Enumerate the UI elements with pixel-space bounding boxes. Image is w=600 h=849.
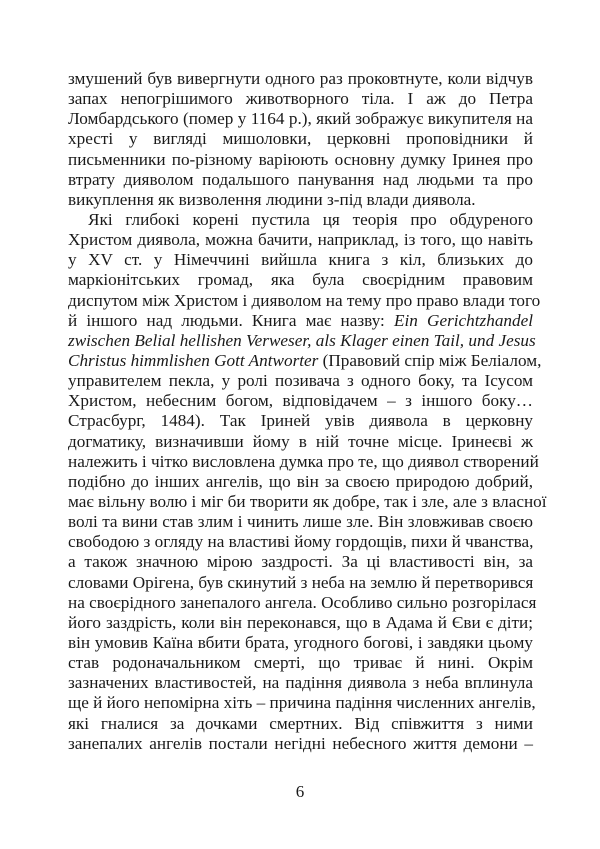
text-line [68, 532, 533, 552]
text-line [68, 512, 533, 532]
text-segment: словами Орігена, був скинутий з неба на землю й перетворився [68, 572, 534, 592]
text-segment: управителем пекла, у ролі позивача з одного боку, та Ісусом [68, 371, 533, 391]
text-segment: Які глибокі корені пустила ця теорія про обдуреного [88, 209, 533, 229]
text-line [68, 129, 533, 149]
text-line [68, 350, 542, 371]
text-segment: волі та вини став злим і чинить лише зле. Він зловживав своєю [68, 512, 533, 532]
text-segment: він умовив Каїна вбити брата, угодного богові, і завдяки цьому [68, 632, 533, 652]
text-segment: Страсбург, 1484). Так Іриней увів диявола в церковну [68, 411, 533, 431]
text-segment: (Правовий спір між Беліалом, [318, 350, 542, 370]
text-segment: диспутом між Христом і дияволом на тему про право влади того [68, 290, 541, 310]
text-segment: маркіонітських громад, яка була своєрідним правовим [68, 270, 533, 290]
text-segment: занепалих ангелів постали негідні небесного життя демони – [68, 733, 533, 753]
text-segment: свободою з огляду на властиві йому гордощів, пихи й чванства, [68, 532, 534, 552]
text-line [68, 432, 533, 452]
text-line [68, 311, 533, 331]
text-line [68, 673, 533, 693]
text-segment: належить і чітко висловлена думка про те, що диявол створений [68, 451, 539, 471]
text-segment: а також значною мірою заздрості. За ці властивості він, за [68, 552, 533, 572]
text-line [68, 573, 533, 593]
text-segment: хресті у вигляді мишоловки, церковні проповідники й [68, 129, 533, 149]
italic-title-text: Ein Gerichtzhandel [394, 310, 533, 330]
text-line [68, 69, 533, 89]
body-text [68, 69, 547, 754]
text-line [68, 613, 533, 633]
italic-title-text: zwischen Belial hellishen Verweser, als Klager einen Tail, und Jesus [68, 330, 536, 350]
text-line [68, 170, 533, 190]
text-line [68, 270, 533, 290]
text-line [68, 371, 533, 391]
text-line [68, 653, 533, 673]
text-line [68, 150, 533, 170]
text-segment: у XV ст. у Німеччині вийшла книга з кіл, близьких до [68, 250, 533, 270]
text-segment: ще й його непомірна хіть – причина падіння численних ангелів, [68, 693, 536, 713]
text-line [68, 89, 533, 109]
text-line [68, 210, 533, 230]
text-line [68, 734, 533, 754]
text-segment: викуплення як визволення людини з-під влади диявола. [68, 189, 476, 209]
page-number: 6 [295, 782, 305, 801]
text-segment: на своєрідного занепалого ангела. Особливо сильно розгорілася [68, 592, 537, 612]
text-segment: змушений був вивергнути одного раз проковтнуте, коли відчув [68, 69, 533, 88]
text-segment: має вільну волю і міг би творити як добре, так і зле, але з власної [68, 491, 547, 511]
text-line [68, 472, 533, 492]
text-segment: Христом диявола, можна бачити, наприклад, із того, що навіть [68, 230, 533, 250]
text-line [68, 290, 541, 311]
text-segment: втрату дияволом подальшого панування над людьми та про [68, 169, 533, 189]
text-segment: запах непогрішимого животворного тіла. І аж до Петра [68, 89, 533, 109]
text-segment: його заздрість, коли він переконався, що в Адама й Єви є діти; [68, 612, 533, 632]
text-segment: Ломбардського (помер у 1164 р.), який зображує викупителя на [68, 109, 533, 129]
text-line [68, 230, 533, 250]
text-line [68, 451, 539, 472]
text-line [68, 693, 536, 713]
text-segment: які гналися за дочками смертних. Від співжиття з ними [68, 713, 533, 733]
text-segment: письменники по-різному варіюють основну думку Іринея про [68, 149, 533, 169]
italic-title-text: Christus himmlishen Gott Antworter [68, 350, 319, 370]
text-line [68, 391, 533, 411]
text-line [68, 714, 533, 734]
text-line [68, 592, 537, 613]
text-segment: й іншого над людьми. Книга має назву: [68, 310, 394, 330]
text-segment: став родоначальником смерті, що триває й нині. Окрім [68, 653, 533, 673]
text-line [68, 552, 533, 572]
text-line [68, 109, 533, 129]
text-segment: догматику, визначивши йому в ній точне місце. Іринеєві ж [68, 431, 533, 451]
text-line [68, 330, 536, 351]
text-segment: Христом, небесним богом, відповідачем – з іншого боку… [68, 391, 533, 411]
text-line [68, 190, 533, 210]
text-line [68, 411, 533, 431]
text-line [68, 633, 533, 653]
text-segment: зазначених властивостей, на падіння диявола з неба вплинула [68, 673, 533, 693]
text-line [68, 491, 547, 512]
text-segment: подібно до інших ангелів, що він за своєю природою добрий, [68, 471, 533, 491]
text-line [68, 250, 533, 270]
